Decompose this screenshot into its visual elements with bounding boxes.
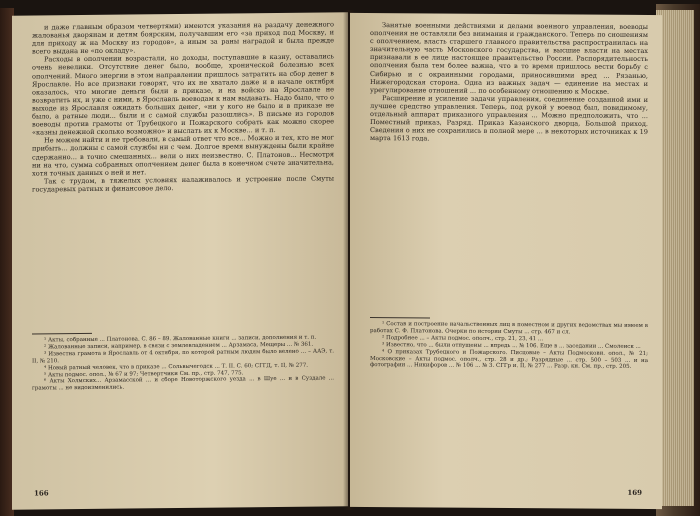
footnote: ⁶ Акты Холмских... Арзамасской ... и сборе Новоторжского уезда ... в Шуе ... и в Суздале ... грамоты ... не видоизменились. xyxy=(32,375,334,392)
right-footnotes xyxy=(370,321,648,371)
paragraph: Занятые военными действиями и делами военного управления, воеводы ополчения не оставляли без внимания и гражданского. Теперь по сношениям с ополчением, власть старшего главного правительства распространилась на значительную часть Московского государства, и высшие власти на местах признавали в ее лице настоящее правительство России. Распорядительность ополчения была тем более важна, что в то время пришлось вести борьбу с Сибирью и с окраинными городами, приносившими вред ... Рязанью, Нижегородская сторона. Одна из важных задач — единение на местах и урегулирование отношений ... по особенному отношению к Москве. xyxy=(370,21,648,96)
page-number: 166 xyxy=(34,488,49,498)
page-number: 169 xyxy=(627,487,642,497)
paragraph: Не можем найти и не требовали, в самый ответ что все... Можно и тех, кто не мог прибыть... должны с самой службы ни с чем. Долгое время вынуждены были крайне сдержанно... в точно смешанных... вели о них неизвестно. С. Платонов... Несмотря ни на что, сумма собранных ополчением денег была в конечном счете значительна, хотя точных данных о ней и нет. xyxy=(32,133,334,178)
footnote-rule xyxy=(370,317,430,318)
footnote: ⁴ О приказах Трубецкого и Пожарского. Писцовые – Акты Подмосковн. опол., № 21; Московские – Акты подмос. ополч., стр. 28 и др.; Разрядные ... стр. 500 – 503 ... и на фотографии ... Никифоров ... № 106 ... № 3. СГГр и. II, № 277 ... Разр. кн. См. пр., стр. 205. xyxy=(370,348,648,371)
footnote: ¹ Состав и построение начальственных лиц в поместном и других ведомствах мы имеем в работах С. Ф. Платонова. Очерки по истории Смуты ... стр. 467 и сл. xyxy=(370,321,648,336)
footnote: ³ Известно, что ... были отпущены ... впредь ... № 106. Еще в ... заседании ... Смоленск ... xyxy=(382,341,641,350)
right-page xyxy=(350,13,662,509)
paragraph: Расширение и усиление задачи управления, соединение созданной ими и лучшее средство управления. Теперь, под рукой у воевод был, повидимому, отдельный аппарат приказного управления ... Можно предположить, что ... Поместный приказ, Разряд. Приказ Казанского дворца, Большой приход. Сведения о них не сохранились в полной мере ... в некоторых источниках к 19 марта 1613 года. xyxy=(370,93,648,143)
paragraph: Расходы в ополчении возрастали, но доходы, поступавшие в казну, оставались очень невелики. Отсутствие денег было, вообще, хронической болезнью всех ополчений. Много энергии в этом направлении пришлось затратить на сбор денег в Ярославле. Но все признаки говорят, что их не хватало даже и в начале октября оказалось, что многие деньги были в приказе, и на войско на Ярославле не возвратить их, и уже с ними, в Ярославль воеводам к нам выдавать. Надо было, что о выходе из Ярославля ожидать больших денег, «ни у кого не было и в приказе не было, а ратные люди... были и с самой службы разошлись». В письме из городов воеводы против грамоты от Трубецкого и Пожарского собрать как можно скорее «казны денежной сколько возможно» и выслать их к Москве... и т. п. xyxy=(32,52,334,137)
footnote: ⁴ Новый ратный человек, что в приказе ... Сольвычегодск ... Т. II. С. 60; СГГД, т. II, № 277. xyxy=(44,362,308,372)
footnote: ¹ Акты, собранные ... Платонова. С. 86 – 89. Жалованные книги ... записи, дополнения и т. п. xyxy=(44,334,317,344)
footnote: ² Подробнее ... – Акты подмос. ополч., стр. 21, 23, 41 ... xyxy=(382,334,544,343)
footnote: ⁵ Акты подмос. опол., № 67 и 97; Четвертчики См. пр., стр. 747, 775. xyxy=(44,369,244,378)
footnote: ² Жалованные записи, например, в связи с землевладением ... Арзамаса, Мещеры ... № 361. xyxy=(44,341,314,351)
left-page xyxy=(12,12,348,510)
footnote: ³ Известна грамота в Ярославль от 4 октября, по которой ратным людям было велено ... – ААЭ, т. II, № 210. xyxy=(32,348,334,365)
paragraph: и даже главным образом четвертями) имеются указания на раздачу денежного жалованья дворянам и детям боярским, получавшим его «за приход под Москву, и для приходу ж на Москву из городов», а иным за раны наградой и была прежде всего выдана не «по окладу». xyxy=(32,20,334,56)
footnote-rule xyxy=(32,333,92,335)
left-main-text xyxy=(32,20,334,193)
left-footnotes xyxy=(32,334,334,392)
paragraph: Так с трудом, в тяжелых условиях налаживалось и устроение после Смуты государевых ратных и финансовое дело. xyxy=(32,174,334,194)
right-main-text xyxy=(370,21,648,144)
